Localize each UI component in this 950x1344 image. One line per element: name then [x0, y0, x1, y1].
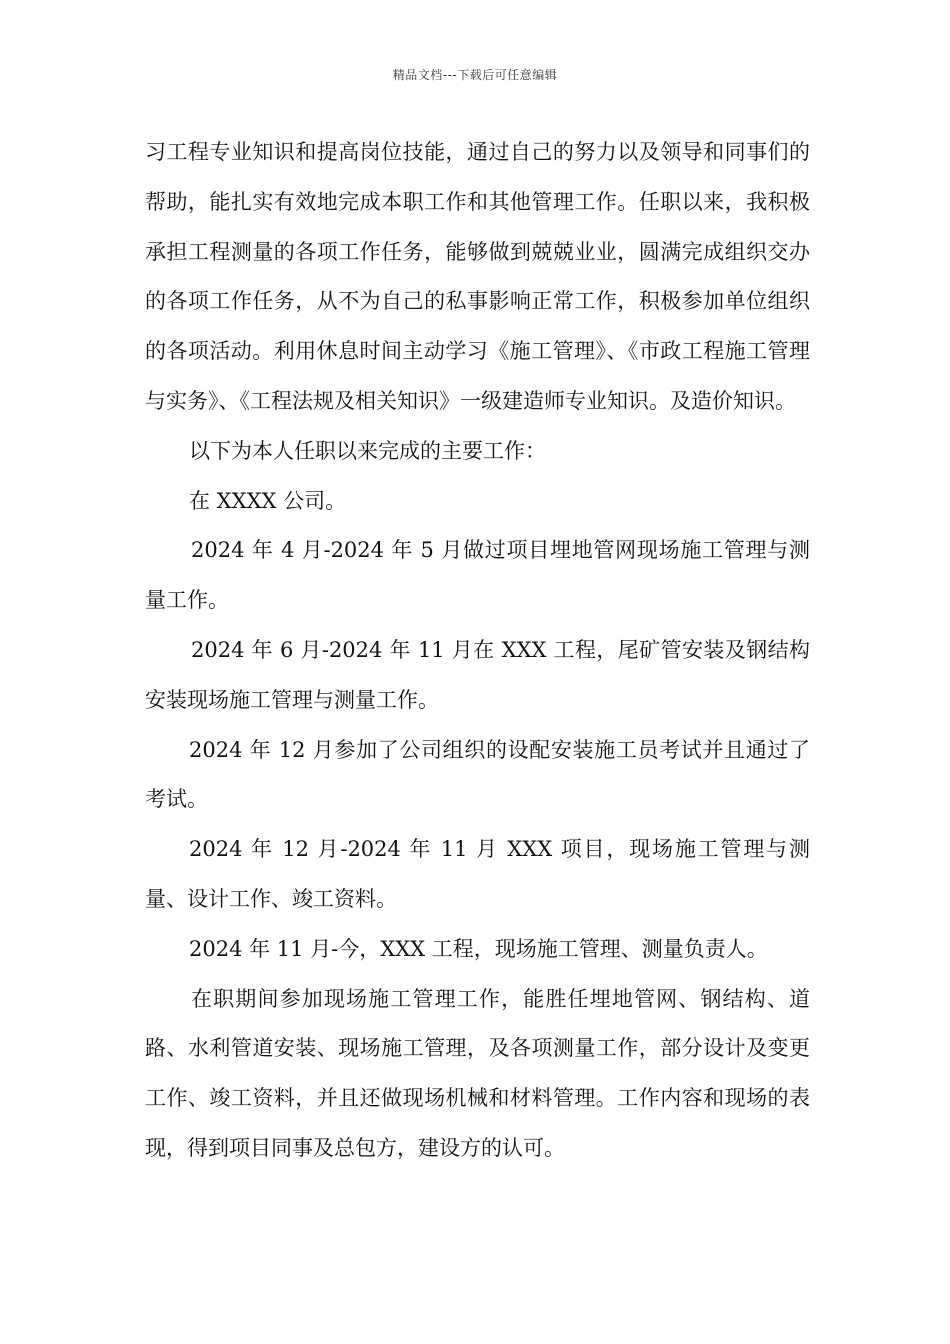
- paragraph-work-item-5: 2024 年 11 月-今，XXX 工程，现场施工管理、测量负责人。: [189, 936, 768, 961]
- paragraph-summary-heading: 以下为本人任职以来完成的主要工作：: [189, 438, 546, 463]
- paragraph-company: 在 XXXX 公司。: [189, 488, 347, 513]
- page-header: 精品文档---下载后可任意编辑: [392, 68, 558, 82]
- paragraph-work-item-4: 2024 年 12 月-2024 年 11 月 XXX 项目，现场施工管理与测量、设计工作、竣工资料。: [145, 837, 810, 911]
- paragraph-conclusion: 在职期间参加现场施工管理工作，能胜任埋地管网、钢结构、道路、水利管道安装、现场施工管理，及各项测量工作，部分设计及变更工作、竣工资料，并且还做现场机械和材料管理。工作内容和现场的表现，得到项目同事及总包方，建设方的认可。: [145, 986, 810, 1160]
- paragraph-work-item-3: 2024 年 12 月参加了公司组织的设配安装施工员考试并且通过了考试。: [145, 737, 810, 812]
- document-body: [145, 128, 810, 1174]
- paragraph-intro: 习工程专业知识和提高岗位技能，通过自己的努力以及领导和同事们的帮助，能扎实有效地完成本职工作和其他管理工作。任职以来，我积极承担工程测量的各项工作任务，能够做到兢兢业业，圆满完成组织交办的各项工作任务，从不为自己的私事影响正常工作，积极参加单位组织的各项活动。利用休息时间主动学习《施工管理》、《市政工程施工管理与实务》、《工程法规及相关知识》一级建造师专业知识。及造价知识。: [145, 140, 810, 413]
- paragraph-work-item-2: 2024 年 6 月-2024 年 11 月在 XXX 工程，尾矿管安装及钢结构安装现场施工管理与测量工作。: [145, 637, 810, 712]
- paragraph-work-item-1: 2024 年 4 月-2024 年 5 月做过项目埋地管网现场施工管理与测量工作。: [145, 538, 810, 613]
